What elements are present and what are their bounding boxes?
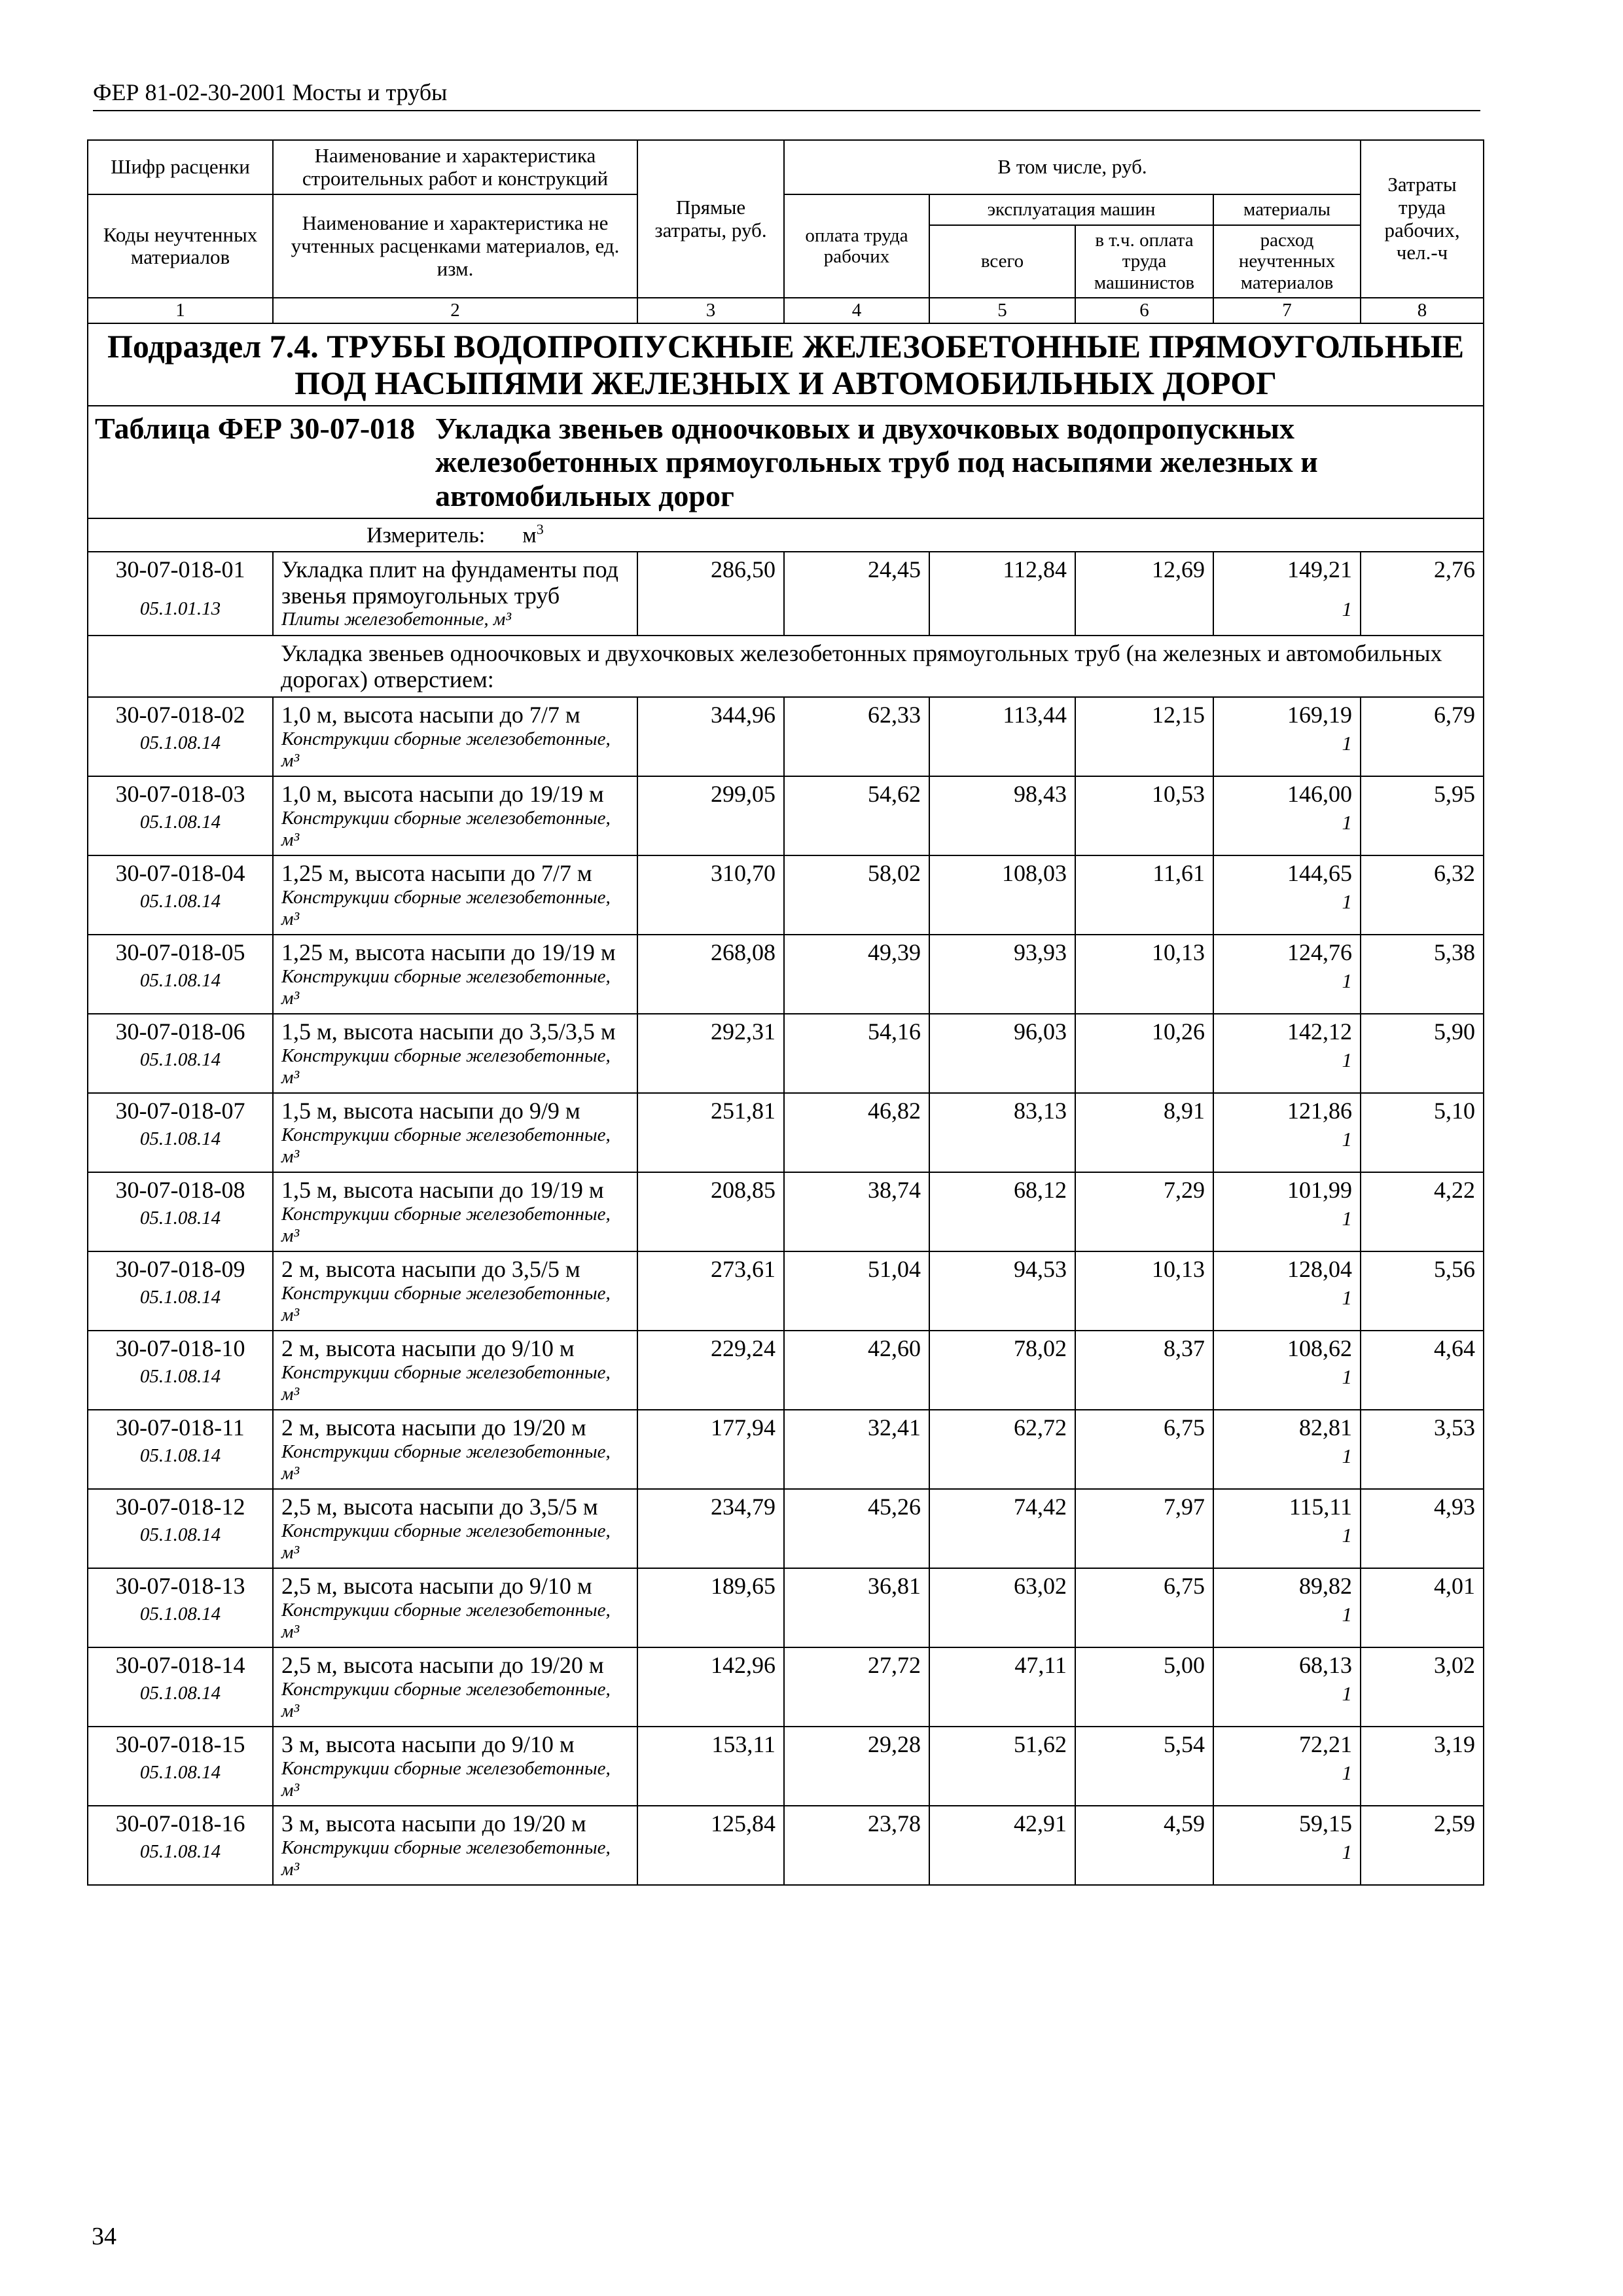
material-quantity: 1 [1342,889,1353,913]
operators-pay: 5,54 [1075,1727,1213,1806]
material-quantity: 1 [1342,1048,1353,1071]
machines-total: 62,72 [929,1410,1075,1489]
resource-name: Конструкции сборные железобетонные, м³ [281,886,611,929]
rate-code-cell [88,1014,273,1093]
labor-pay: 49,39 [784,935,929,1014]
column-number: 2 [273,298,637,323]
rate-code-cell [88,1093,273,1172]
page-number: 34 [92,2223,116,2250]
resource-code: 05.1.08.14 [139,1682,221,1704]
meter-unit: м [522,523,537,548]
header-unaccounted-materials: расход неучтенных материалов [1213,225,1361,298]
resource-name: Конструкции сборные железобетонные, м³ [281,1757,611,1801]
materials-cell [1213,1727,1361,1806]
rate-code-cell [88,697,273,776]
rate-code: 30-07-018-10 [115,1335,245,1362]
operators-pay: 10,53 [1075,776,1213,855]
resource-code: 05.1.08.14 [139,1128,221,1149]
column-number: 3 [637,298,784,323]
work-name: 1,0 м, высота насыпи до 19/19 м [281,781,604,808]
table-row [88,1806,1484,1885]
operators-pay: 5,00 [1075,1647,1213,1727]
resource-code: 05.1.08.14 [139,890,221,912]
rate-code-cell [88,1647,273,1727]
work-name: 2,5 м, высота насыпи до 3,5/5 м [281,1494,598,1520]
resource-name: Конструкции сборные железобетонные, м³ [281,1837,611,1880]
resource-code: 05.1.08.14 [139,1049,221,1070]
rate-code: 30-07-018-11 [116,1414,245,1441]
material-quantity: 1 [1342,598,1353,621]
materials-cost: 142,12 [1287,1018,1353,1045]
work-name: 3 м, высота насыпи до 19/20 м [281,1810,586,1837]
work-name: 3 м, высота насыпи до 9/10 м [281,1731,575,1758]
column-number: 1 [88,298,273,323]
rate-code-cell [88,1806,273,1885]
machines-total: 108,03 [929,855,1075,935]
column-number: 4 [784,298,929,323]
labor-pay: 24,45 [784,552,929,636]
work-name-cell [273,1806,637,1885]
labor-pay: 36,81 [784,1568,929,1647]
materials-cost: 128,04 [1287,1256,1353,1283]
materials-cell [1213,776,1361,855]
resource-name: Конструкции сборные железобетонные, м³ [281,965,611,1009]
machines-total: 113,44 [929,697,1075,776]
materials-cell [1213,697,1361,776]
labor-pay: 46,82 [784,1093,929,1172]
work-name: 1,5 м, высота насыпи до 19/19 м [281,1177,604,1204]
labor-hours: 3,19 [1361,1727,1484,1806]
materials-cost: 68,13 [1299,1652,1353,1679]
direct-costs: 234,79 [637,1489,784,1568]
header-material-codes: Коды неучтенных материалов [88,194,273,298]
resource-name: Конструкции сборные железобетонные, м³ [281,1599,611,1642]
table-title [88,406,1484,519]
materials-cost: 108,62 [1287,1335,1353,1362]
table-row [88,1568,1484,1647]
direct-costs: 268,08 [637,935,784,1014]
rate-code: 30-07-018-12 [115,1494,245,1520]
materials-cost: 121,86 [1287,1098,1353,1124]
operators-pay: 6,75 [1075,1568,1213,1647]
rate-code-cell [88,1489,273,1568]
resource-name: Конструкции сборные железобетонные, м³ [281,728,611,771]
work-name-cell [273,1014,637,1093]
labor-hours: 5,38 [1361,935,1484,1014]
rate-code: 30-07-018-14 [115,1652,245,1679]
header-labor-hours: Затраты труда рабочих, чел.-ч [1361,140,1484,298]
meter-row [88,518,1484,551]
machines-total: 42,91 [929,1806,1075,1885]
rate-code: 30-07-018-01 [115,556,245,583]
labor-pay: 27,72 [784,1647,929,1727]
resource-name: Конструкции сборные железобетонные, м³ [281,1441,611,1484]
rate-code-cell [88,1410,273,1489]
operators-pay: 6,75 [1075,1410,1213,1489]
table-row [88,1251,1484,1331]
resource-name: Конструкции сборные железобетонные, м³ [281,1203,611,1246]
operators-pay: 8,91 [1075,1093,1213,1172]
labor-pay: 42,60 [784,1331,929,1410]
materials-cost: 82,81 [1299,1414,1353,1441]
labor-hours: 4,01 [1361,1568,1484,1647]
resource-code: 05.1.08.14 [139,969,221,991]
rate-code: 30-07-018-07 [115,1098,245,1124]
header-machines: эксплуатация машин [929,194,1213,224]
resource-code: 05.1.08.14 [139,1524,221,1545]
machines-total: 98,43 [929,776,1075,855]
labor-hours: 4,22 [1361,1172,1484,1251]
table-row [88,1727,1484,1806]
resource-name: Конструкции сборные железобетонные, м³ [281,1282,611,1325]
labor-hours: 2,59 [1361,1806,1484,1885]
operators-pay: 4,59 [1075,1806,1213,1885]
work-name-cell [273,1489,637,1568]
table-row [88,1647,1484,1727]
labor-pay: 38,74 [784,1172,929,1251]
work-name: 2 м, высота насыпи до 19/20 м [281,1414,586,1441]
materials-cell [1213,1410,1361,1489]
materials-cost: 169,19 [1287,702,1353,728]
rate-code-cell [88,935,273,1014]
header-machines-total: всего [929,225,1075,298]
header-materials: материалы [1213,194,1361,224]
header-rate-code: Шифр расценки [88,140,273,194]
material-quantity: 1 [1342,1444,1353,1467]
materials-cell [1213,1172,1361,1251]
material-quantity: 1 [1342,1840,1353,1863]
table-row [88,1172,1484,1251]
rate-code: 30-07-018-02 [115,702,245,728]
materials-cost: 144,65 [1287,860,1353,887]
materials-cell [1213,1014,1361,1093]
materials-cell [1213,1251,1361,1331]
labor-hours: 4,64 [1361,1331,1484,1410]
materials-cost: 72,21 [1299,1731,1353,1758]
work-name-cell [273,855,637,935]
header-operators-pay: в т.ч. оплата труда машинистов [1075,225,1213,298]
work-name: 2 м, высота насыпи до 3,5/5 м [281,1256,580,1283]
work-name: 2 м, высота насыпи до 9/10 м [281,1335,575,1362]
machines-total: 47,11 [929,1647,1075,1727]
labor-hours: 3,02 [1361,1647,1484,1727]
work-name-cell [273,1251,637,1331]
operators-pay: 7,29 [1075,1172,1213,1251]
work-name: 1,0 м, высота насыпи до 7/7 м [281,702,580,728]
machines-total: 83,13 [929,1093,1075,1172]
labor-pay: 29,28 [784,1727,929,1806]
materials-cell [1213,935,1361,1014]
table-row [88,935,1484,1014]
table-title-name: Укладка звеньев одноочковых и двухочковых водопропускных железобетонных прямоугольных труб под насыпями железных и автомобильных дорог [435,411,1318,512]
materials-cost: 59,15 [1299,1810,1353,1837]
table-row [88,1410,1484,1489]
operators-pay: 7,97 [1075,1489,1213,1568]
resource-name: Конструкции сборные железобетонные, м³ [281,1520,611,1563]
machines-total: 63,02 [929,1568,1075,1647]
materials-cost: 101,99 [1287,1177,1353,1204]
rate-code-cell [88,855,273,935]
labor-pay: 54,62 [784,776,929,855]
subtable-intro: Укладка звеньев одноочковых и двухочковых железобетонных прямоугольных труб (на железных и автомобильных дорогах) отверстием: [273,636,1484,698]
material-quantity: 1 [1342,1602,1353,1626]
labor-hours: 3,53 [1361,1410,1484,1489]
labor-hours: 5,95 [1361,776,1484,855]
header-labor-pay: оплата труда рабочих [784,194,929,298]
material-quantity: 1 [1342,1285,1353,1309]
table-row [88,1093,1484,1172]
machines-total: 68,12 [929,1172,1075,1251]
resource-code: 05.1.08.14 [139,732,221,753]
direct-costs: 208,85 [637,1172,784,1251]
material-quantity: 1 [1342,1127,1353,1151]
direct-costs: 153,11 [637,1727,784,1806]
table-row [88,776,1484,855]
meter-unit-exponent: 3 [536,521,544,538]
operators-pay: 12,15 [1075,697,1213,776]
resource-code: 05.1.08.14 [139,1207,221,1229]
table-row [88,855,1484,935]
resource-code: 05.1.01.13 [139,598,221,620]
table-row [88,1331,1484,1410]
labor-hours: 5,10 [1361,1093,1484,1172]
work-name-cell [273,1410,637,1489]
direct-costs: 142,96 [637,1647,784,1727]
direct-costs: 273,61 [637,1251,784,1331]
material-quantity: 1 [1342,1365,1353,1388]
direct-costs: 125,84 [637,1806,784,1885]
work-name-cell [273,776,637,855]
materials-cost: 124,76 [1287,939,1353,966]
rate-code-cell [88,1172,273,1251]
resource-code: 05.1.08.14 [139,1365,221,1387]
direct-costs: 251,81 [637,1093,784,1172]
direct-costs: 177,94 [637,1410,784,1489]
meter-label: Измеритель: [366,523,486,548]
work-name: 2,5 м, высота насыпи до 19/20 м [281,1652,604,1679]
work-name-cell [273,1727,637,1806]
rate-code: 30-07-018-15 [115,1731,245,1758]
direct-costs: 286,50 [637,552,784,636]
column-number: 5 [929,298,1075,323]
table-row [88,1489,1484,1568]
work-name-cell [273,697,637,776]
machines-total: 93,93 [929,935,1075,1014]
materials-cell [1213,1647,1361,1727]
labor-pay: 54,16 [784,1014,929,1093]
column-number: 8 [1361,298,1484,323]
machines-total: 94,53 [929,1251,1075,1331]
labor-hours: 6,32 [1361,855,1484,935]
labor-hours: 5,56 [1361,1251,1484,1331]
resource-name: Конструкции сборные железобетонные, м³ [281,807,611,850]
work-name: Укладка плит на фундаменты под звенья прямоугольных труб [281,556,618,609]
work-name: 1,5 м, высота насыпи до 3,5/3,5 м [281,1018,616,1045]
machines-total: 96,03 [929,1014,1075,1093]
machines-total: 112,84 [929,552,1075,636]
labor-hours: 5,90 [1361,1014,1484,1093]
direct-costs: 344,96 [637,697,784,776]
resource-code: 05.1.08.14 [139,1603,221,1624]
material-quantity: 1 [1342,731,1353,755]
machines-total: 78,02 [929,1331,1075,1410]
resource-name: Плиты железобетонные, м³ [281,609,512,630]
material-quantity: 1 [1342,969,1353,992]
table-title-code: Таблица ФЕР 30-07-018 [95,411,416,445]
labor-pay: 51,04 [784,1251,929,1331]
resource-code: 05.1.08.14 [139,1840,221,1862]
work-name: 2,5 м, высота насыпи до 9/10 м [281,1573,592,1600]
table-row [88,552,1484,636]
resource-name: Конструкции сборные железобетонные, м³ [281,1361,611,1405]
materials-cell [1213,1568,1361,1647]
work-name: 1,25 м, высота насыпи до 7/7 м [281,860,592,887]
labor-pay: 58,02 [784,855,929,935]
rate-code-cell [88,552,273,636]
machines-total: 51,62 [929,1727,1075,1806]
rate-code-cell [88,1568,273,1647]
material-quantity: 1 [1342,1681,1353,1705]
header-work-name: Наименование и характеристика строительных работ и конструкций [273,140,637,194]
rate-code-cell [88,776,273,855]
materials-cost: 115,11 [1289,1494,1353,1520]
labor-hours: 4,93 [1361,1489,1484,1568]
operators-pay: 10,26 [1075,1014,1213,1093]
work-name-cell [273,1568,637,1647]
rates-table [87,139,1484,1886]
rate-code: 30-07-018-09 [115,1256,245,1283]
resource-code: 05.1.08.14 [139,811,221,833]
resource-code: 05.1.08.14 [139,1761,221,1783]
rate-code-cell [88,1331,273,1410]
operators-pay: 10,13 [1075,935,1213,1014]
header-rule [93,110,1480,111]
materials-cost: 146,00 [1287,781,1353,808]
operators-pay: 12,69 [1075,552,1213,636]
labor-pay: 45,26 [784,1489,929,1568]
materials-cell [1213,552,1361,636]
work-name-cell [273,1647,637,1727]
material-quantity: 1 [1342,810,1353,834]
work-name: 1,5 м, высота насыпи до 9/9 м [281,1098,580,1124]
labor-hours: 6,79 [1361,697,1484,776]
table-row [88,697,1484,776]
materials-cell [1213,855,1361,935]
materials-cost: 149,21 [1287,556,1353,583]
rate-code: 30-07-018-08 [115,1177,245,1204]
rate-code: 30-07-018-13 [115,1573,245,1600]
work-name-cell [273,1093,637,1172]
direct-costs: 229,24 [637,1331,784,1410]
machines-total: 74,42 [929,1489,1075,1568]
material-quantity: 1 [1342,1523,1353,1547]
column-numbers-row [88,298,1484,323]
rate-code: 30-07-018-06 [115,1018,245,1045]
materials-cell [1213,1093,1361,1172]
labor-pay: 23,78 [784,1806,929,1885]
labor-pay: 62,33 [784,697,929,776]
column-number: 7 [1213,298,1361,323]
direct-costs: 292,31 [637,1014,784,1093]
materials-cell [1213,1489,1361,1568]
resource-name: Конструкции сборные железобетонные, м³ [281,1045,611,1088]
header-direct-costs: Прямые затраты, руб. [637,140,784,298]
rate-code: 30-07-018-03 [115,781,245,808]
resource-code: 05.1.08.14 [139,1286,221,1308]
header-including: В том числе, руб. [784,140,1361,194]
work-name-cell [273,935,637,1014]
material-quantity: 1 [1342,1206,1353,1230]
labor-hours: 2,76 [1361,552,1484,636]
materials-cell [1213,1806,1361,1885]
materials-cell [1213,1331,1361,1410]
work-name-cell [273,1331,637,1410]
work-name: 1,25 м, высота насыпи до 19/19 м [281,939,616,966]
materials-cost: 89,82 [1299,1573,1353,1600]
table-row [88,1014,1484,1093]
rate-code: 30-07-018-04 [115,860,245,887]
resource-name: Конструкции сборные железобетонные, м³ [281,1124,611,1167]
operators-pay: 8,37 [1075,1331,1213,1410]
operators-pay: 10,13 [1075,1251,1213,1331]
column-number: 6 [1075,298,1213,323]
work-name-cell [273,552,637,636]
labor-pay: 32,41 [784,1410,929,1489]
section-title: Подраздел 7.4. ТРУБЫ ВОДОПРОПУСКНЫЕ ЖЕЛЕЗОБЕТОННЫЕ ПРЯМОУГОЛЬНЫЕ ПОД НАСЫПЯМИ ЖЕЛЕЗНЫХ И АВТОМОБИЛЬНЫХ ДОРОГ [88,323,1484,406]
rate-code: 30-07-018-05 [115,939,245,966]
direct-costs: 299,05 [637,776,784,855]
material-quantity: 1 [1342,1761,1353,1784]
running-header: ФЕР 81-02-30-2001 Мосты и трубы [93,79,448,105]
direct-costs: 189,65 [637,1568,784,1647]
header-material-names: Наименование и характеристика не учтенных расценками материалов, ед. изм. [273,194,637,298]
resource-code: 05.1.08.14 [139,1444,221,1466]
direct-costs: 310,70 [637,855,784,935]
resource-name: Конструкции сборные железобетонные, м³ [281,1678,611,1721]
operators-pay: 11,61 [1075,855,1213,935]
rate-code-cell [88,1727,273,1806]
rate-code-cell [88,1251,273,1331]
work-name-cell [273,1172,637,1251]
rate-code: 30-07-018-16 [115,1810,245,1837]
